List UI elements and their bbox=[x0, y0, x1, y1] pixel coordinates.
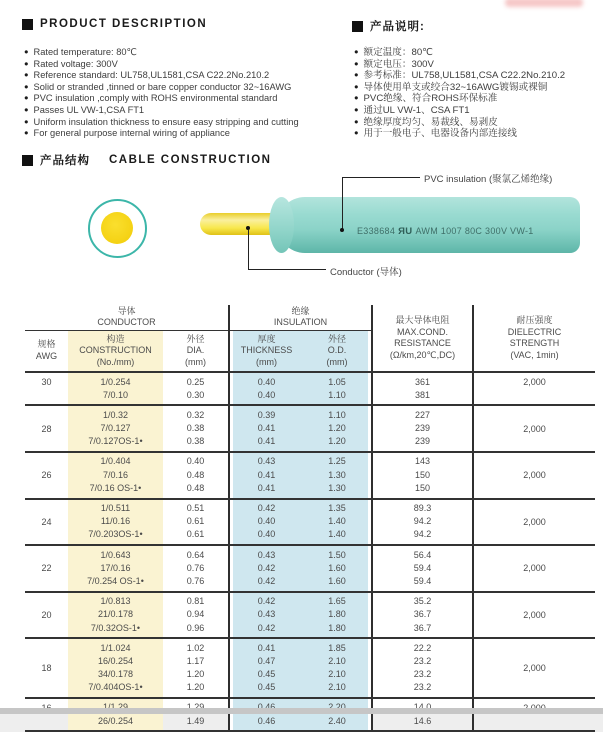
dia-cell: 0.64 0.76 0.76 bbox=[163, 545, 229, 592]
awg-cell bbox=[25, 698, 68, 731]
bullet-icon: ● bbox=[354, 93, 359, 103]
leader-line bbox=[248, 269, 326, 270]
awg-cell: 28 bbox=[25, 405, 68, 452]
bullet-icon: ● bbox=[354, 70, 359, 80]
dia-cell: 0.40 0.48 0.48 bbox=[163, 452, 229, 499]
bullet-item bbox=[24, 46, 299, 58]
dielectric-cell: 2,000 bbox=[473, 638, 595, 698]
bullet-item bbox=[354, 69, 565, 81]
bullet-text: 额定温度：80℃ bbox=[363, 47, 433, 58]
dia-cell: 0.81 0.94 0.96 bbox=[163, 592, 229, 639]
bullet-item bbox=[24, 116, 299, 128]
resistance-cell: 56.4 59.4 59.4 bbox=[372, 545, 473, 592]
bullet-item bbox=[354, 81, 565, 93]
resistance-cell: 89.3 94.2 94.2 bbox=[372, 499, 473, 546]
resistance-cell: 143 150 150 bbox=[372, 452, 473, 499]
conductor-group-header: 导体 CONDUCTOR bbox=[25, 305, 229, 330]
bullet-text: Passes UL VW-1,CSA FT1 bbox=[33, 104, 145, 115]
resistance-column-header: 最大导体电阻 MAX.COND. RESISTANCE (Ω/km,20℃,DC) bbox=[372, 305, 473, 372]
od-cell: 1.85 2.10 2.10 2.10 bbox=[303, 638, 372, 698]
construction-cell: 1/0.511 11/0.16 7/0.203OS-1• bbox=[68, 499, 163, 546]
bullet-icon: ● bbox=[24, 116, 29, 126]
bullet-text: 用于一般电子、电器设备内部连接线 bbox=[363, 128, 518, 140]
od-cell: 1.35 1.40 1.40 bbox=[303, 499, 372, 546]
dia-cell: 0.25 0.30 bbox=[163, 372, 229, 405]
dia-column-header: 外径 DIA. (mm) bbox=[163, 330, 229, 372]
pvc-insulation-label: PVC insulation (聚氯乙烯绝缘) bbox=[424, 174, 553, 185]
od-cell: 1.50 1.60 1.60 bbox=[303, 545, 372, 592]
bullet-text: PVC insulation ,comply with ROHS environmental standard bbox=[33, 93, 278, 104]
insulation-group-header: 绝缘 INSULATION bbox=[229, 305, 372, 330]
awg-cell: 18 bbox=[25, 638, 68, 698]
bullet-item bbox=[354, 58, 565, 70]
bullet-item bbox=[354, 92, 565, 104]
bullet-icon: ● bbox=[354, 81, 359, 91]
construction-cell: 1/0.254 7/0.10 bbox=[68, 372, 163, 405]
spec-row-awg-18 bbox=[25, 638, 595, 698]
dielectric-cell: 2,000 bbox=[473, 499, 595, 546]
bullet-text: 额定电压：300V bbox=[363, 58, 434, 70]
thickness-cell: 0.43 0.42 0.42 bbox=[229, 545, 303, 592]
awg-cell: 26 bbox=[25, 452, 68, 499]
bullet-text: Reference standard: UL758,UL1581,CSA C22.2No.210.2 bbox=[33, 70, 270, 81]
product-notes-header bbox=[352, 18, 425, 34]
bullet-icon: ● bbox=[24, 93, 29, 103]
construction-cell: 1/0.643 17/0.16 7/0.254 OS-1• bbox=[68, 545, 163, 592]
product-notes-title: 产品说明: bbox=[370, 21, 425, 33]
leader-dot bbox=[340, 228, 344, 232]
bullet-text: Rated voltage: 300V bbox=[33, 58, 118, 69]
thickness-cell: 0.42 0.43 0.42 bbox=[229, 592, 303, 639]
bullet-item bbox=[354, 104, 565, 116]
bullet-text: For general purpose internal wiring of appliance bbox=[33, 128, 230, 139]
black-square-icon bbox=[22, 19, 33, 30]
bullet-icon: ● bbox=[354, 47, 359, 56]
bullet-text: Rated temperature: 80℃ bbox=[33, 47, 137, 57]
black-square-icon bbox=[22, 155, 33, 166]
thickness-column-header: 厚度 THICKNESS (mm) bbox=[229, 330, 303, 372]
thickness-cell: 0.43 0.41 0.41 bbox=[229, 452, 303, 499]
construction-cell: 26/0.254 bbox=[68, 698, 163, 731]
od-cell: 1.05 1.10 bbox=[303, 372, 372, 405]
awg-cell: 20 bbox=[25, 592, 68, 639]
bullet-icon: ● bbox=[24, 58, 29, 68]
leader-line bbox=[248, 230, 249, 270]
bullet-text: 绝缘厚度均匀、易裁线、易剥皮 bbox=[363, 116, 498, 128]
bullet-item bbox=[24, 104, 299, 116]
product-notes-list bbox=[354, 46, 565, 139]
bullet-item bbox=[24, 92, 299, 104]
product-description-title: PRODUCT DESCRIPTION bbox=[40, 18, 208, 30]
construction-cell: 1/0.813 21/0.178 7/0.32OS-1• bbox=[68, 592, 163, 639]
bullet-icon: ● bbox=[24, 70, 29, 80]
spec-row-awg-26 bbox=[25, 452, 595, 499]
cable-print-text bbox=[357, 226, 573, 237]
dielectric-cell: 2,000 bbox=[473, 592, 595, 639]
dia-cell: 1.02 1.17 1.20 1.20 bbox=[163, 638, 229, 698]
dielectric-cell bbox=[473, 698, 595, 731]
spec-table bbox=[25, 305, 595, 732]
bullet-icon: ● bbox=[354, 116, 359, 126]
group-header-row bbox=[25, 305, 595, 330]
leader-line bbox=[342, 177, 343, 229]
insulation-end-cap bbox=[269, 197, 294, 253]
construction-title-en: CABLE CONSTRUCTION bbox=[109, 154, 272, 166]
bullet-item bbox=[24, 81, 299, 93]
cable-construction-header bbox=[22, 152, 271, 168]
dia-cell: 1.49 bbox=[163, 698, 229, 731]
construction-cell: 1/0.32 7/0.127 7/0.127OS-1• bbox=[68, 405, 163, 452]
awg-cell: 24 bbox=[25, 499, 68, 546]
bullet-text: Uniform insulation thickness to ensure easy stripping and cutting bbox=[33, 116, 299, 127]
leader-line bbox=[342, 177, 420, 178]
product-description-list bbox=[24, 46, 299, 139]
spec-row-awg-20 bbox=[25, 592, 595, 639]
spec-row-awg-28 bbox=[25, 405, 595, 452]
thickness-cell: 0.40 0.40 bbox=[229, 372, 303, 405]
dielectric-cell: 2,000 bbox=[473, 405, 595, 452]
bullet-icon: ● bbox=[24, 104, 29, 114]
spec-row-awg-22 bbox=[25, 545, 595, 592]
bullet-item bbox=[354, 116, 565, 128]
od-cell: 2.40 bbox=[303, 698, 372, 731]
conductor-label: Conductor (导体) bbox=[330, 267, 402, 278]
bullet-item bbox=[354, 46, 565, 58]
construction-cell: 1/1.024 16/0.254 34/0.178 7/0.404OS-1• bbox=[68, 638, 163, 698]
bullet-text: PVC绝缘、符合ROHS环保标准 bbox=[363, 93, 498, 105]
dielectric-cell: 2,000 bbox=[473, 545, 595, 592]
bullet-icon: ● bbox=[354, 58, 359, 68]
product-description-header bbox=[22, 18, 207, 30]
bullet-icon: ● bbox=[354, 128, 359, 138]
construction-column-header: 构造 CONSTRUCTION (No./mm) bbox=[68, 330, 163, 372]
resistance-cell: 227 239 239 bbox=[372, 405, 473, 452]
leader-dot bbox=[246, 226, 250, 230]
bottom-gray-band bbox=[0, 708, 603, 714]
bullet-text: Solid or stranded ,tinned or bare copper conductor 32~16AWG bbox=[33, 81, 292, 92]
bullet-item bbox=[24, 69, 299, 81]
black-square-icon bbox=[352, 21, 363, 32]
awg-column-header: 规格 AWG bbox=[25, 330, 68, 372]
red-watermark bbox=[505, 0, 583, 7]
awg-cell: 30 bbox=[25, 372, 68, 405]
bullet-text: 导体使用单支或绞合32~16AWG镀锡或裸铜 bbox=[363, 81, 548, 93]
bullet-icon: ● bbox=[24, 47, 29, 56]
thickness-cell: 0.46 bbox=[229, 698, 303, 731]
dia-cell: 0.51 0.61 0.61 bbox=[163, 499, 229, 546]
cable-spec-text: AWM 1007 80C 300V VW-1 bbox=[415, 226, 534, 236]
thickness-cell: 0.42 0.40 0.40 bbox=[229, 499, 303, 546]
awg-cell: 22 bbox=[25, 545, 68, 592]
construction-title-cn: 产品结构 bbox=[40, 155, 90, 167]
bullet-icon: ● bbox=[24, 128, 29, 138]
spec-row-awg-24 bbox=[25, 499, 595, 546]
thickness-cell: 0.39 0.41 0.41 bbox=[229, 405, 303, 452]
cable-cert-number: E338684 bbox=[357, 226, 396, 236]
dielectric-cell: 2,000 bbox=[473, 372, 595, 405]
cable-cross-section bbox=[88, 199, 147, 258]
thickness-cell: 0.41 0.47 0.45 0.45 bbox=[229, 638, 303, 698]
dia-cell: 0.32 0.38 0.38 bbox=[163, 405, 229, 452]
dielectric-cell: 2,000 bbox=[473, 452, 595, 499]
bullet-item bbox=[24, 127, 299, 139]
od-cell: 1.10 1.20 1.20 bbox=[303, 405, 372, 452]
dielectric-column-header: 耐压强度 DIELECTRIC STRENGTH (VAC, 1min) bbox=[473, 305, 595, 372]
resistance-cell: 35.2 36.7 36.7 bbox=[372, 592, 473, 639]
insulation-illustration bbox=[277, 197, 580, 253]
resistance-cell: 22.2 23.2 23.2 23.2 bbox=[372, 638, 473, 698]
od-cell: 1.25 1.30 1.30 bbox=[303, 452, 372, 499]
resistance-cell: 14.6 bbox=[372, 698, 473, 731]
spec-row-awg-30 bbox=[25, 372, 595, 405]
bullet-text: 通过UL VW-1、CSA FT1 bbox=[363, 104, 470, 116]
bullet-icon: ● bbox=[24, 81, 29, 91]
od-column-header: 外径 O.D. (mm) bbox=[303, 330, 372, 372]
od-cell: 1.65 1.80 1.80 bbox=[303, 592, 372, 639]
spec-row-awg-16 bbox=[25, 698, 595, 731]
conductor-core-dot bbox=[101, 212, 133, 244]
construction-cell: 1/0.404 7/0.16 7/0.16 OS-1• bbox=[68, 452, 163, 499]
bullet-item bbox=[24, 58, 299, 70]
ul-recognized-icon: ЯU bbox=[398, 226, 413, 237]
resistance-cell: 361 381 bbox=[372, 372, 473, 405]
bullet-icon: ● bbox=[354, 104, 359, 114]
bullet-text: 参考标准：UL758,UL1581,CSA C22.2No.210.2 bbox=[363, 70, 566, 82]
bullet-item bbox=[354, 127, 565, 139]
